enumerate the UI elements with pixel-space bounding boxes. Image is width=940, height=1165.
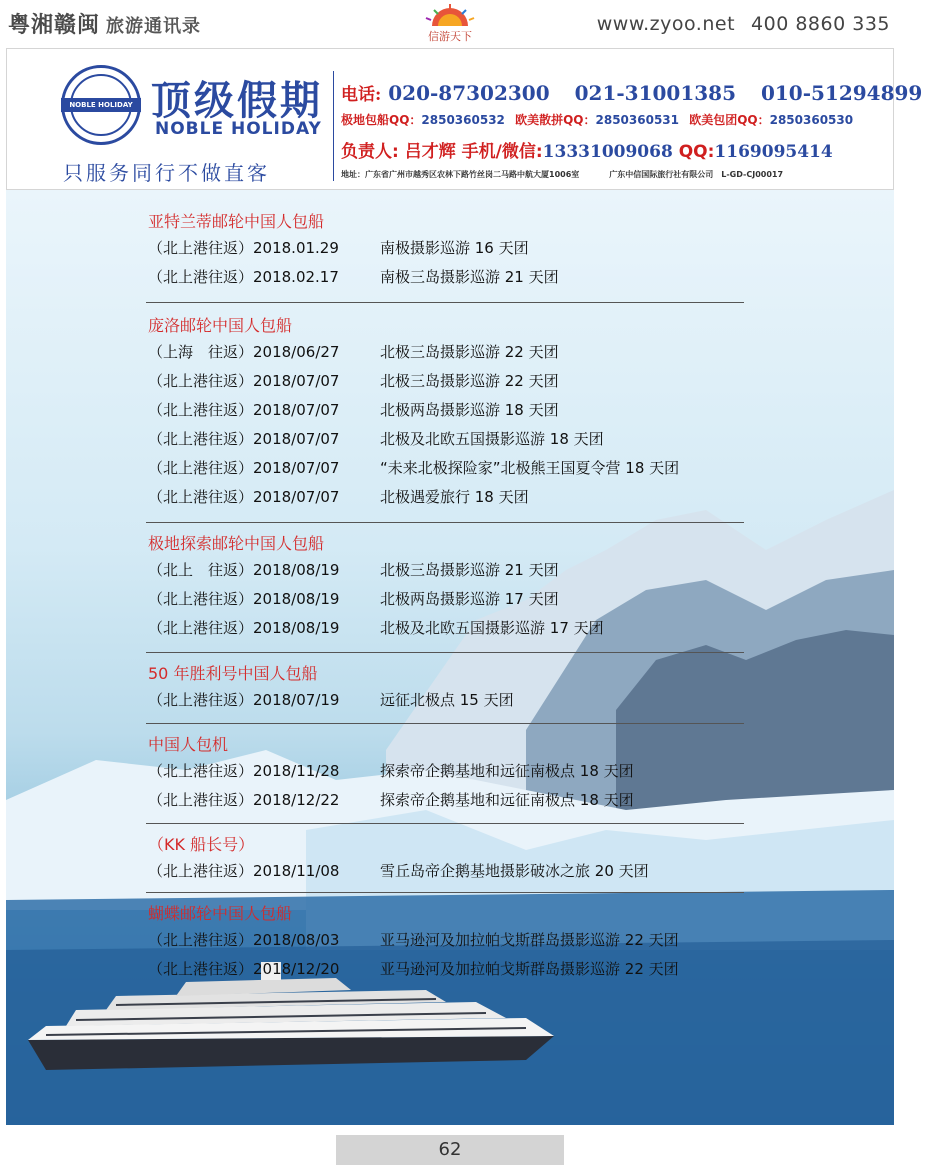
tour-name: 北极遇爱旅行 18 天团: [380, 488, 529, 506]
section-title: 亚特兰蒂邮轮中国人包船: [148, 212, 325, 231]
departure-date: （北上港往返）2018/07/07: [148, 488, 340, 506]
list-item[interactable]: [148, 234, 746, 263]
qq-label: 极地包船QQ：: [341, 113, 422, 127]
page-number: 62: [336, 1135, 564, 1165]
tour-name: 亚马逊河及加拉帕戈斯群岛摄影巡游 22 天团: [380, 960, 679, 978]
qq-number: 2850360530: [769, 113, 854, 127]
departure-date: （北上港往返）2018/07/19: [148, 691, 340, 709]
tour-name: 远征北极点 15 天团: [380, 691, 514, 709]
mobile-number[interactable]: 13331009068: [542, 142, 673, 162]
list-item[interactable]: [148, 757, 746, 786]
hotline: 400 8860 335: [751, 13, 890, 35]
list-item[interactable]: [148, 614, 746, 643]
header-divider: [333, 71, 334, 181]
qq-label: 欧美散拼QQ：: [515, 113, 596, 127]
list-item[interactable]: [148, 786, 746, 815]
tour-name: 北极两岛摄影巡游 18 天团: [380, 401, 559, 419]
phone-number[interactable]: 021-31001385: [574, 81, 736, 105]
section-divider: [146, 522, 744, 523]
list-item[interactable]: [148, 483, 746, 512]
departure-date: （北上港往返）2018/12/22: [148, 791, 340, 809]
emblem-text: NOBLE HOLIDAY: [61, 98, 141, 112]
phone-line: [341, 80, 940, 105]
departure-date: （北上港往返）2018/12/20: [148, 960, 340, 978]
departure-date: （上海 往返）2018/06/27: [148, 343, 340, 361]
departure-date: （北上港往返）2018/11/28: [148, 762, 340, 780]
noble-holiday-emblem-icon: [61, 65, 141, 145]
tour-name: 探索帝企鹅基地和远征南极点 18 天团: [380, 762, 634, 780]
departure-date: （北上港往返）2018/07/07: [148, 401, 340, 419]
tour-name: 探索帝企鹅基地和远征南极点 18 天团: [380, 791, 634, 809]
section-title: 庞洛邮轮中国人包船: [148, 316, 293, 335]
section-title: （KK 船长号）: [148, 835, 255, 854]
address-line: [341, 169, 783, 180]
tour-name: 亚马逊河及加拉帕戈斯群岛摄影巡游 22 天团: [380, 931, 679, 949]
departure-date: （北上港往返）2018/08/19: [148, 619, 340, 637]
departure-date: （北上港往返）2018/11/08: [148, 862, 340, 880]
tour-name: 北极及北欧五国摄影巡游 18 天团: [380, 430, 604, 448]
list-item[interactable]: [148, 926, 746, 955]
list-item[interactable]: [148, 454, 746, 483]
section-ponant: [148, 314, 746, 512]
departure-date: （北上港往返）2018/08/03: [148, 931, 340, 949]
list-item[interactable]: [148, 556, 746, 585]
section-title: 蝴蝶邮轮中国人包船: [148, 904, 293, 923]
section-kk-captain: [148, 833, 746, 886]
qq-main-label: QQ:: [678, 142, 715, 162]
section-divider: [146, 892, 744, 893]
list-item[interactable]: [148, 338, 746, 367]
directory-subtitle: 旅游通讯录: [106, 16, 202, 37]
sun-logo-icon: [420, 2, 480, 28]
section-butterfly: [148, 902, 746, 984]
section-charter-flight: [148, 733, 746, 815]
list-item[interactable]: [148, 367, 746, 396]
qq-label: 欧美包团QQ：: [689, 113, 770, 127]
tour-name: 南极三岛摄影巡游 21 天团: [380, 268, 559, 286]
list-item[interactable]: [148, 955, 746, 984]
list-item[interactable]: [148, 396, 746, 425]
top-strip: [0, 0, 900, 48]
list-item[interactable]: [148, 585, 746, 614]
phone-number[interactable]: 020-87302300: [388, 81, 550, 105]
mobile-label: 手机/微信:: [461, 142, 543, 162]
qq-number: 2850360531: [595, 113, 679, 127]
tour-name: “未来北极探险家”北极熊王国夏令营 18 天团: [380, 459, 680, 477]
tour-name: 北极及北欧五国摄影巡游 17 天团: [380, 619, 604, 637]
departure-date: （北上港往返）2018.01.29: [148, 239, 339, 257]
departure-date: （北上 往返）2018/08/19: [148, 561, 340, 579]
section-divider: [146, 723, 744, 724]
tour-name: 北极两岛摄影巡游 17 天团: [380, 590, 559, 608]
list-item[interactable]: [148, 857, 746, 886]
qq-line: [341, 111, 859, 128]
tour-name: 南极摄影巡游 16 天团: [380, 239, 529, 257]
section-50-years-victory: [148, 662, 746, 715]
directory-title: [8, 8, 201, 39]
qq-number: 2850360532: [421, 113, 505, 127]
section-divider: [146, 823, 744, 824]
departure-date: （北上港往返）2018.02.17: [148, 268, 339, 286]
departure-date: （北上港往返）2018/07/07: [148, 430, 340, 448]
logo-text: 信游天下: [428, 30, 472, 43]
list-item[interactable]: [148, 425, 746, 454]
manager-name: 吕才辉: [404, 142, 456, 162]
tour-name: 北极三岛摄影巡游 22 天团: [380, 343, 559, 361]
xinyou-logo: [412, 2, 488, 44]
itinerary-panel: [6, 190, 894, 1125]
tour-name: 北极三岛摄影巡游 21 天团: [380, 561, 559, 579]
section-title: 中国人包机: [148, 735, 229, 754]
departure-date: （北上港往返）2018/07/07: [148, 372, 340, 390]
slogan: 只服务同行不做直客: [63, 161, 270, 185]
list-item[interactable]: [148, 686, 746, 715]
advertiser-header: [6, 48, 923, 190]
phone-label: 电话:: [341, 85, 382, 105]
brand-name-en: NOBLE HOLIDAY: [155, 119, 322, 139]
qq-main-number: 1169095414: [714, 142, 833, 162]
list-item[interactable]: [148, 263, 746, 292]
section-divider: [146, 302, 744, 303]
manager-label: 负责人:: [341, 142, 399, 162]
section-polar-explorer: [148, 532, 746, 643]
directory-region: 粤湘赣闽: [8, 13, 101, 38]
address: 地址：广东省广州市越秀区农林下路竹丝岗二马路中航大厦1006室: [341, 170, 580, 179]
website-link[interactable]: www.zyoo.net: [596, 13, 736, 35]
departure-date: （北上港往返）2018/07/07: [148, 459, 340, 477]
tour-name: 北极三岛摄影巡游 22 天团: [380, 372, 559, 390]
manager-line: [341, 137, 833, 162]
departure-date: （北上港往返）2018/08/19: [148, 590, 340, 608]
section-title: 极地探索邮轮中国人包船: [148, 534, 325, 553]
section-title: 50 年胜利号中国人包船: [148, 664, 318, 683]
section-divider: [146, 652, 744, 653]
company-license: 广东中信国际旅行社有限公司 L-GD-CJ00017: [609, 170, 784, 179]
section-atlantis: [148, 210, 746, 292]
brand-name-cn: 顶级假期: [151, 77, 323, 124]
phone-number[interactable]: 010-51294899: [760, 81, 923, 105]
contact-strip: [597, 13, 890, 35]
tour-name: 雪丘岛帝企鹅基地摄影破冰之旅 20 天团: [380, 862, 649, 880]
